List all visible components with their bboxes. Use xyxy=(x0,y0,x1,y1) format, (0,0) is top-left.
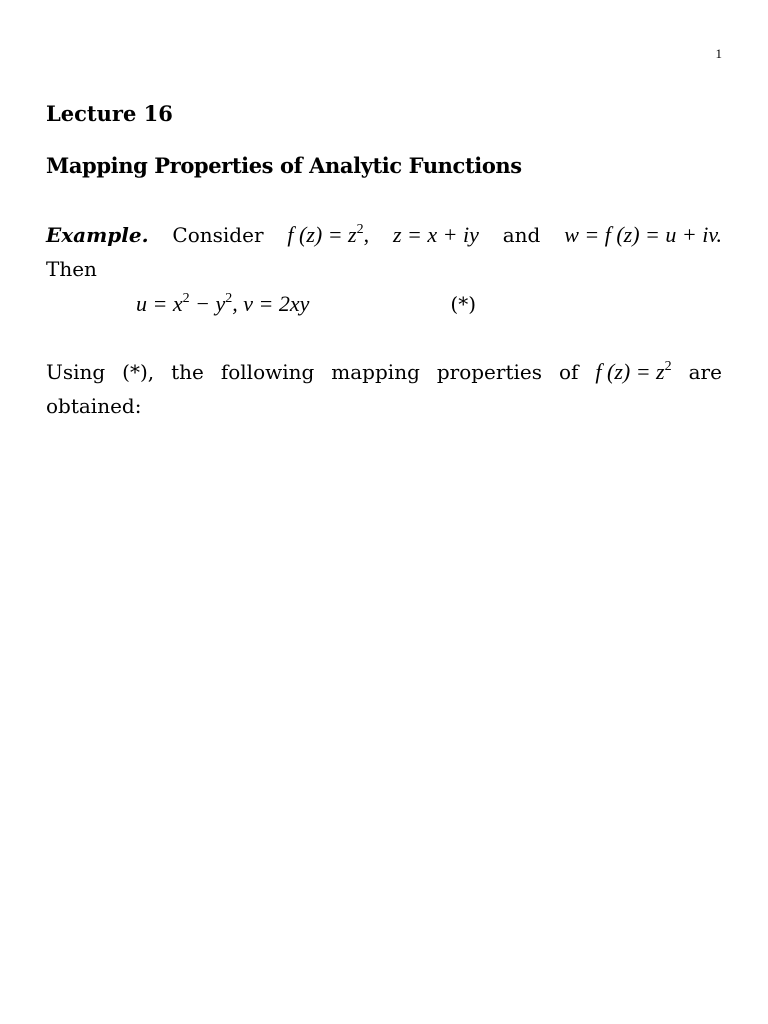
then-word: Then xyxy=(46,257,97,281)
obtained-word: obtained: xyxy=(46,394,142,418)
word-following: following xyxy=(220,360,315,384)
w-definition: w = f (z) = u + iv. xyxy=(564,222,722,247)
u-exponent-1: 2 xyxy=(182,291,190,306)
closing-paragraph xyxy=(46,355,722,423)
example-line-1 xyxy=(46,218,722,252)
word-properties: properties xyxy=(436,360,542,384)
f-definition-2 xyxy=(595,355,671,389)
example-label: Example. xyxy=(46,223,149,247)
f-definition-2-base: f (z) = z xyxy=(595,359,665,384)
closing-line-1 xyxy=(46,355,722,389)
equation-star xyxy=(136,287,476,321)
page-number: 1 xyxy=(715,46,722,61)
word-mapping: mapping xyxy=(331,360,420,384)
and-word: and xyxy=(502,223,541,247)
section-title: Mapping Properties of Analytic Functions xyxy=(46,153,522,178)
f-definition-comma: , xyxy=(363,222,370,247)
equation-tag: (*) xyxy=(450,292,476,316)
z-definition: z = x + iy xyxy=(392,222,479,247)
v-part: , v = 2xy xyxy=(232,291,310,316)
word-the: the xyxy=(171,360,204,384)
word-star-ref: (*), xyxy=(122,360,155,384)
u-exponent-2: 2 xyxy=(225,291,233,306)
f-definition-2-exponent: 2 xyxy=(664,359,672,374)
consider-word: Consider xyxy=(172,223,264,247)
word-are: are xyxy=(688,360,722,384)
u-minus-y: − y xyxy=(189,291,226,316)
u-lhs: u = x xyxy=(136,291,183,316)
lecture-title: Lecture 16 xyxy=(46,101,173,126)
word-of: of xyxy=(558,360,579,384)
f-definition-exponent: 2 xyxy=(356,222,364,237)
example-paragraph xyxy=(46,218,722,286)
f-definition-base: f (z) = z xyxy=(287,222,357,247)
f-definition xyxy=(287,218,369,252)
uv-equation xyxy=(136,287,309,321)
word-using: Using xyxy=(46,360,106,384)
